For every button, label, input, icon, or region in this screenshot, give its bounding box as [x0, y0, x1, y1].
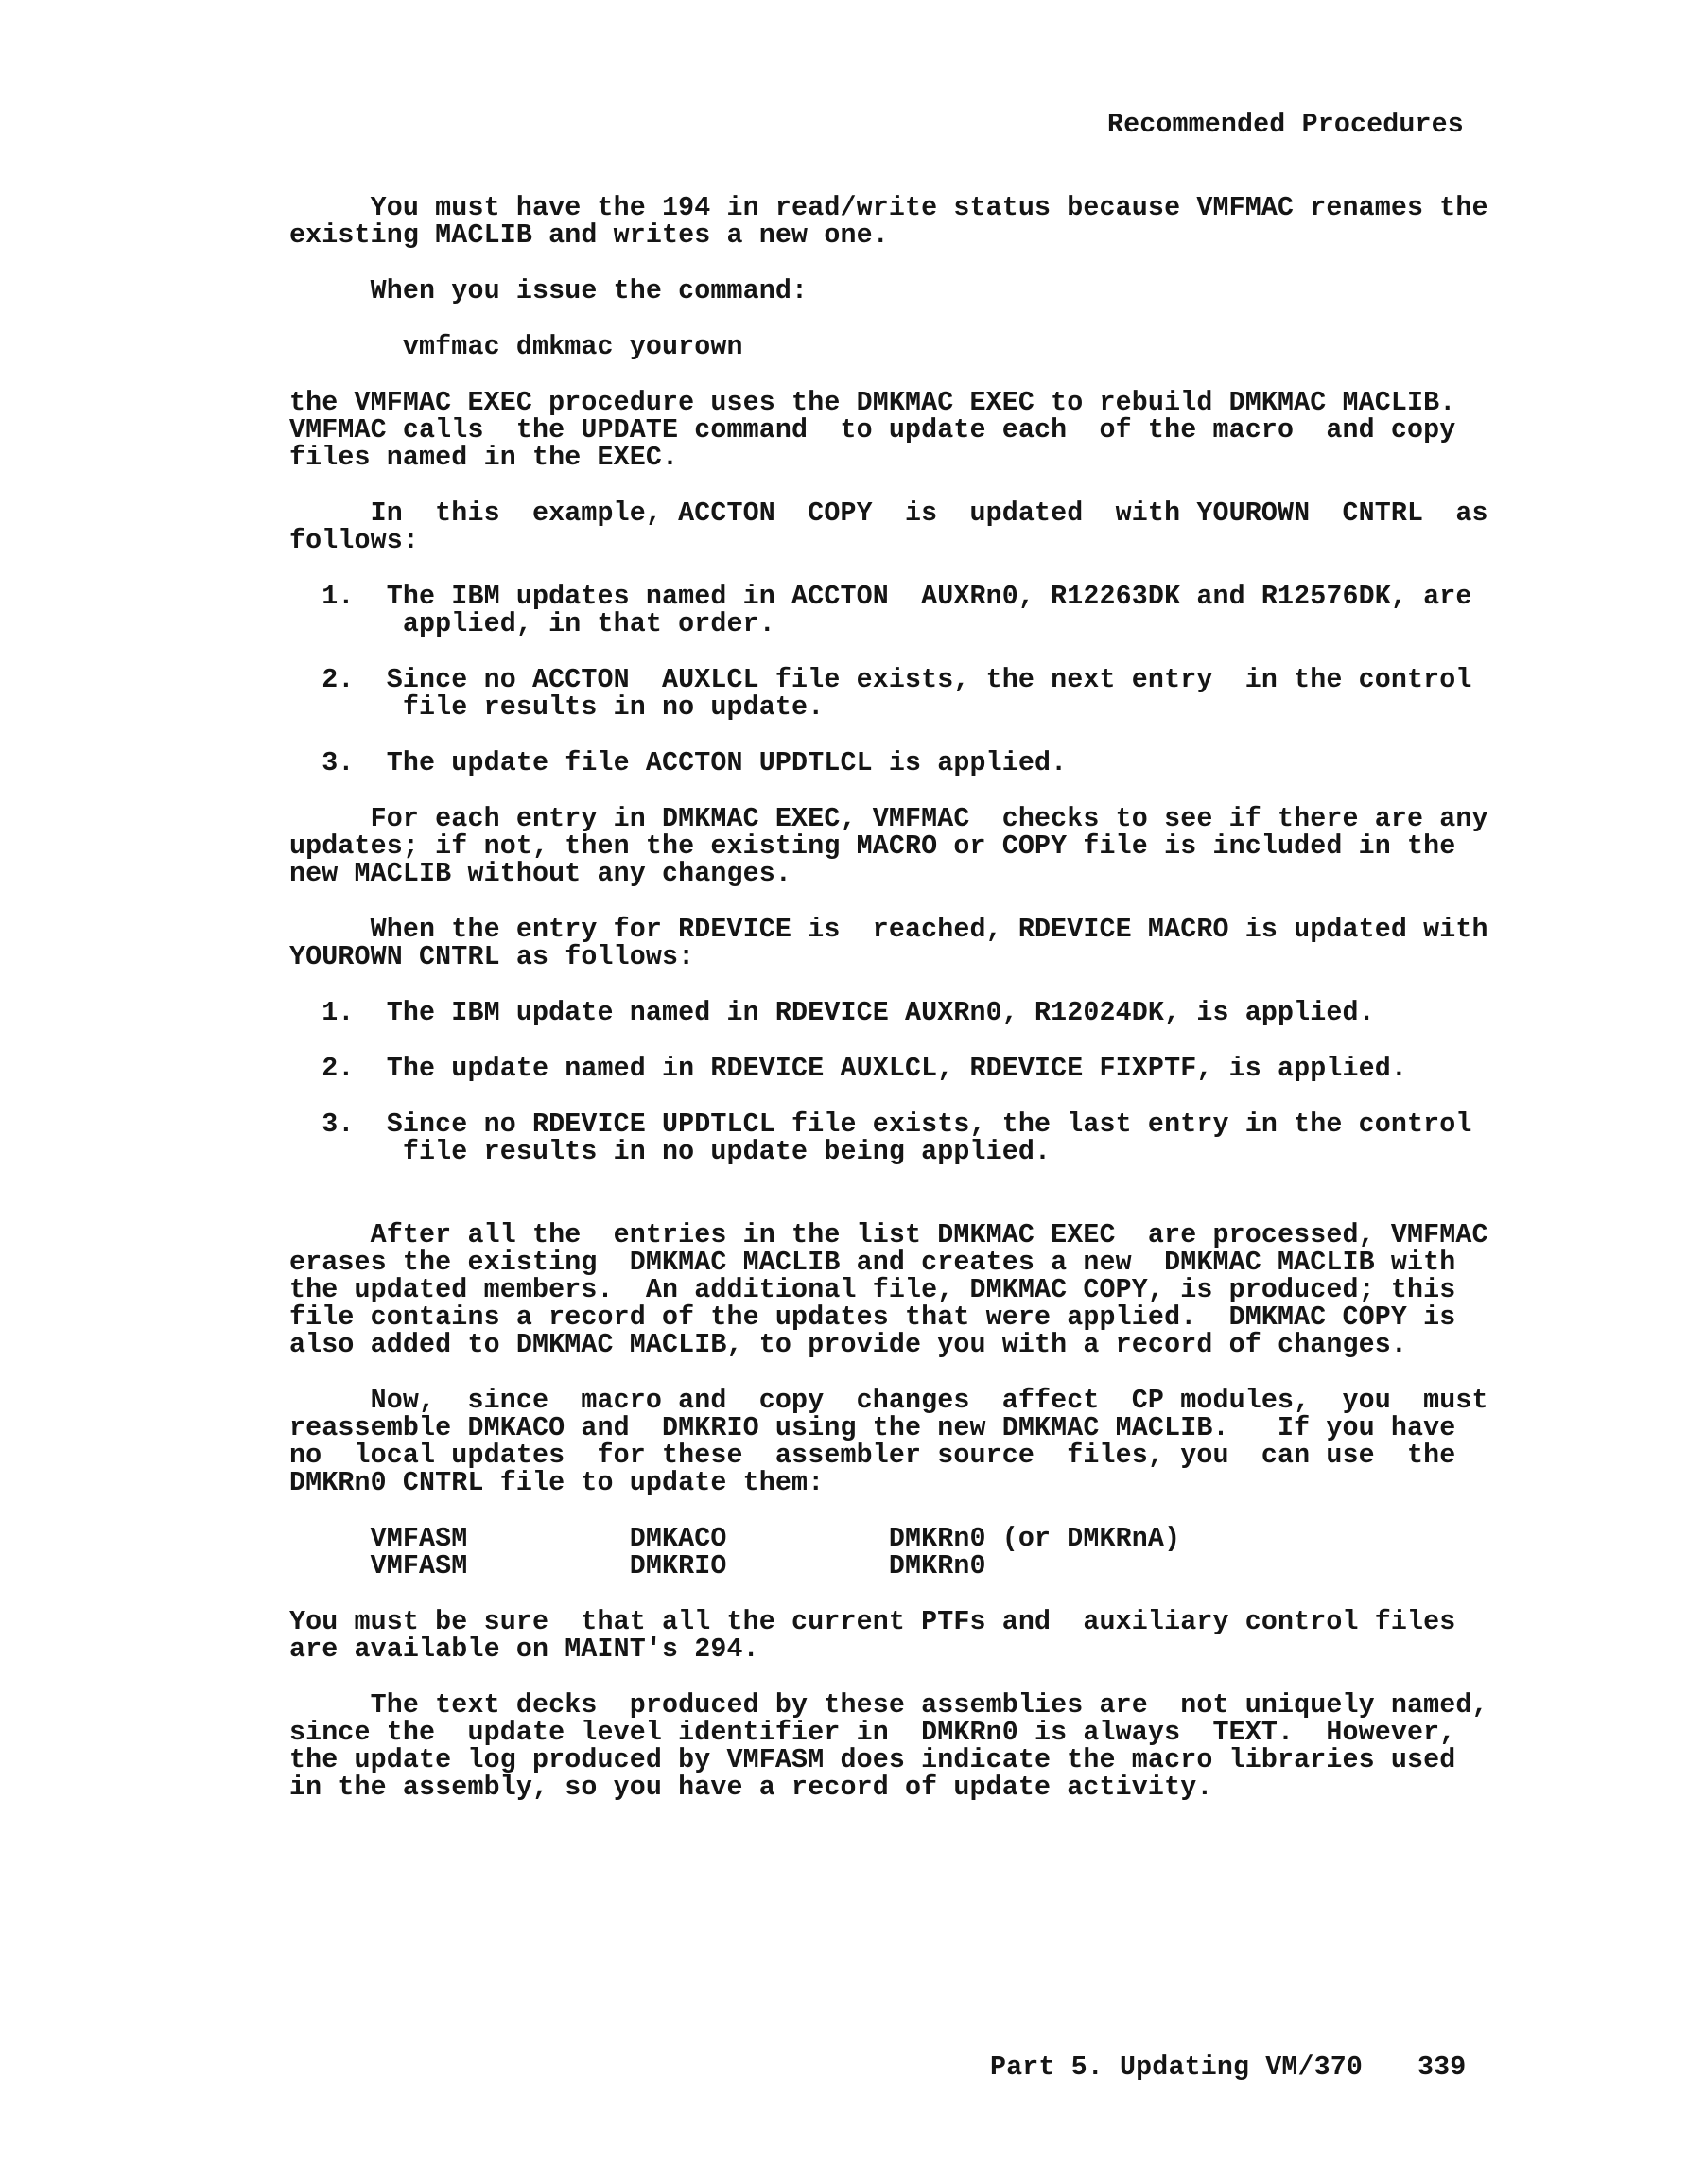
text-line: in the assembly, so you have a record of update activity. — [289, 1773, 1213, 1803]
text-line: since the update level identifier in DMKRn0 is always TEXT. However, — [289, 1718, 1456, 1748]
text-line: You must have the 194 in read/write status because VMFMAC renames the — [289, 193, 1488, 223]
table-row: VMFASM DMKRIO DMKRn0 — [289, 1551, 986, 1581]
text-line: You must be sure that all the current PTFs and auxiliary control files — [289, 1607, 1456, 1637]
table-row: VMFASM DMKACO DMKRn0 (or DMKRnA) — [289, 1524, 1181, 1554]
paragraph-issue-command: When you issue the command: — [289, 276, 809, 306]
running-title: Recommended Procedures — [1107, 110, 1464, 140]
text-line: In this example, ACCTON COPY is updated with YOUROWN CNTRL as — [289, 498, 1488, 529]
list-item-continuation: applied, in that order. — [289, 609, 775, 639]
text-line: the VMFMAC EXEC procedure uses the DMKMAC EXEC to rebuild DMKMAC MACLIB. — [289, 388, 1456, 418]
text-line: After all the entries in the list DMKMAC EXEC are processed, VMFMAC — [289, 1220, 1488, 1250]
text-line: files named in the EXEC. — [289, 443, 679, 473]
text-line: also added to DMKMAC MACLIB, to provide you with a record of changes. — [289, 1330, 1408, 1360]
text-line: no local updates for these assembler source files, you can use the — [289, 1441, 1456, 1471]
text-line: reassemble DMKACO and DMKRIO using the new DMKMAC MACLIB. If you have — [289, 1413, 1456, 1443]
text-line: erases the existing DMKMAC MACLIB and creates a new DMKMAC MACLIB with — [289, 1248, 1456, 1278]
text-line: DMKRn0 CNTRL file to update them: — [289, 1468, 825, 1498]
text-line: Now, since macro and copy changes affect CP modules, you must — [289, 1386, 1488, 1416]
list-item: 2. The update named in RDEVICE AUXLCL, RDEVICE FIXPTF, is applied. — [289, 1054, 1408, 1084]
text-line: For each entry in DMKMAC EXEC, VMFMAC checks to see if there are any — [289, 804, 1488, 834]
text-line: are available on MAINT's 294. — [289, 1634, 759, 1665]
footer-section-title: Part 5. Updating VM/370 — [990, 2053, 1364, 2083]
text-line: existing MACLIB and writes a new one. — [289, 220, 889, 251]
text-line: the update log produced by VMFASM does indicate the macro libraries used — [289, 1745, 1456, 1775]
text-line: the updated members. An additional file, DMKMAC COPY, is produced; this — [289, 1275, 1456, 1305]
text-line: The text decks produced by these assemblies are not uniquely named, — [289, 1690, 1488, 1721]
text-line: file contains a record of the updates that were applied. DMKMAC COPY is — [289, 1302, 1456, 1333]
list-item-continuation: file results in no update. — [289, 692, 825, 723]
text-line: VMFMAC calls the UPDATE command to update each of the macro and copy — [289, 415, 1456, 446]
text-line: When the entry for RDEVICE is reached, RDEVICE MACRO is updated with — [289, 915, 1488, 945]
text-line: new MACLIB without any changes. — [289, 859, 792, 889]
text-line: updates; if not, then the existing MACRO or COPY file is included in the — [289, 831, 1456, 862]
list-item: 1. The IBM update named in RDEVICE AUXRn0, R12024DK, is applied. — [289, 998, 1375, 1028]
list-item: 3. The update file ACCTON UPDTLCL is applied. — [289, 748, 1068, 778]
page-number: 339 — [1417, 2053, 1467, 2083]
command-example: vmfmac dmkmac yourown — [289, 332, 743, 362]
text-line: follows: — [289, 526, 420, 556]
list-item: 1. The IBM updates named in ACCTON AUXRn0, R12263DK and R12576DK, are — [289, 582, 1472, 612]
list-item-continuation: file results in no update being applied. — [289, 1137, 1052, 1167]
list-item: 3. Since no RDEVICE UPDTLCL file exists, the last entry in the control — [289, 1109, 1472, 1140]
text-line: YOUROWN CNTRL as follows: — [289, 942, 695, 972]
list-item: 2. Since no ACCTON AUXLCL file exists, the next entry in the control — [289, 665, 1472, 695]
